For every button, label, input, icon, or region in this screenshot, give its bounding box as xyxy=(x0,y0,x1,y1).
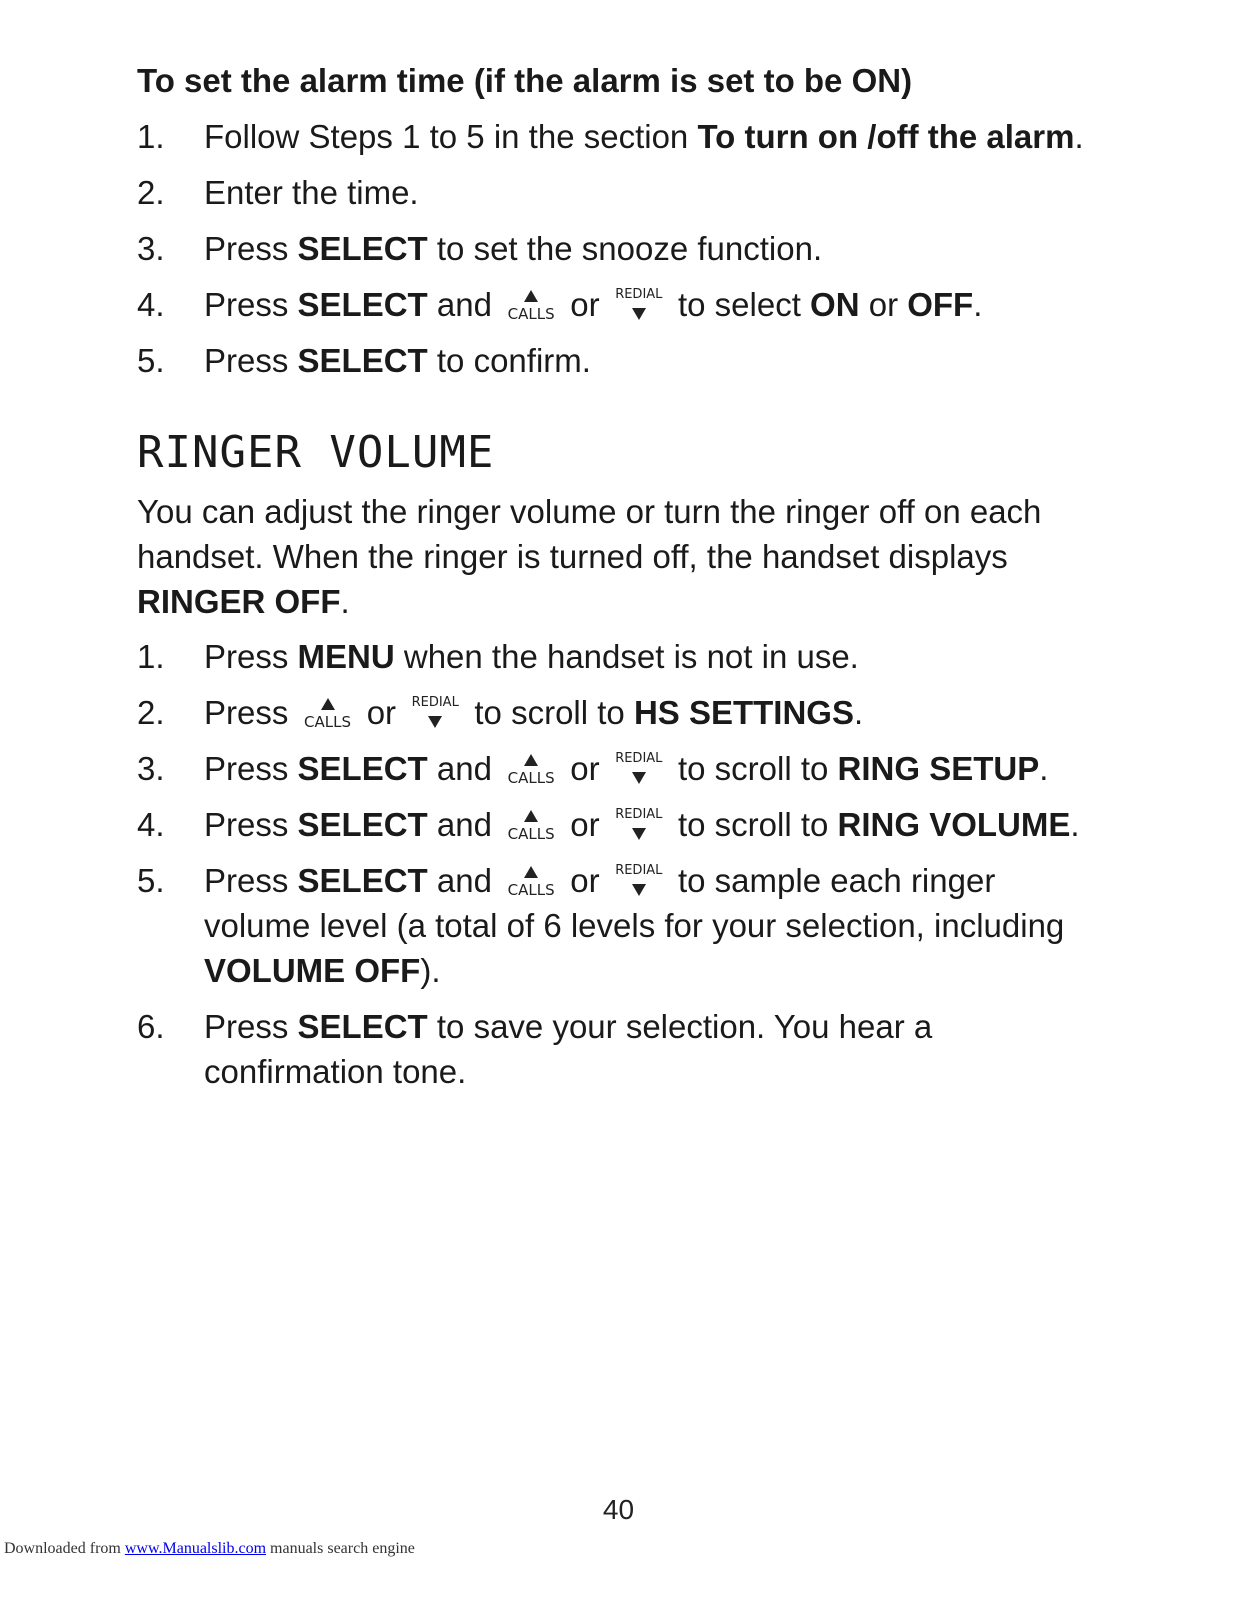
intro-bold-text: RINGER OFF xyxy=(137,583,341,620)
list-item xyxy=(137,114,1097,159)
step-text: or xyxy=(561,862,609,899)
footer-prefix: Downloaded from xyxy=(4,1540,125,1557)
step-text: to confirm. xyxy=(427,342,591,379)
redial-down-arrow-icon xyxy=(611,752,667,786)
step-bold-text: RING VOLUME xyxy=(837,806,1071,843)
step-text: Press xyxy=(204,694,298,731)
step-text: to set the snooze function. xyxy=(427,230,823,267)
alarm-time-heading: To set the alarm time (if the alarm is set to be ON) xyxy=(137,62,913,99)
step-bold-text: SELECT xyxy=(297,806,428,843)
footer-suffix: manuals search engine xyxy=(266,1540,415,1557)
step-text: to scroll to xyxy=(668,750,838,787)
redial-key-label: REDIAL xyxy=(615,751,663,766)
step-text: Press xyxy=(204,750,298,787)
redial-key-label: REDIAL xyxy=(615,807,663,822)
page-number: 40 xyxy=(602,1494,635,1525)
step-number: 4. xyxy=(137,806,165,843)
calls-key-label: CALLS xyxy=(507,305,555,323)
step-text: or xyxy=(561,286,609,323)
calls-key-label: CALLS xyxy=(304,713,352,731)
step-text: when the handset is not in use. xyxy=(394,638,859,675)
step-number: 4. xyxy=(137,286,165,323)
step-number: 2. xyxy=(137,694,165,731)
step-bold-text: SELECT xyxy=(297,1008,428,1045)
redial-down-arrow-icon xyxy=(407,696,463,730)
manual-page xyxy=(137,58,1097,1105)
step-text: . xyxy=(1039,750,1049,787)
step-bold-text: SELECT xyxy=(297,286,428,323)
step-text: Press xyxy=(204,342,298,379)
redial-down-arrow-icon xyxy=(611,808,667,842)
step-number: 1. xyxy=(137,118,165,155)
step-bold-text: ON xyxy=(810,286,860,323)
step-text: . xyxy=(1074,118,1084,155)
step-text: Press xyxy=(204,230,298,267)
ringer-volume-title: RINGER VOLUME xyxy=(137,427,495,478)
calls-up-arrow-icon xyxy=(503,752,559,786)
step-bold-text: MENU xyxy=(297,638,395,675)
alarm-steps-list xyxy=(137,114,1097,383)
calls-key-label: CALLS xyxy=(507,881,555,899)
step-text: . xyxy=(973,286,983,323)
step-text: or xyxy=(357,694,406,731)
list-item xyxy=(137,282,1097,327)
step-bold-text: VOLUME OFF xyxy=(204,952,421,989)
step-text: Press xyxy=(204,806,298,843)
step-text: Follow Steps 1 to 5 in the section xyxy=(204,118,698,155)
ringer-steps-list xyxy=(137,634,1097,1094)
step-number: 5. xyxy=(137,342,165,379)
step-text: Press xyxy=(204,1008,298,1045)
step-bold-text: SELECT xyxy=(297,750,428,787)
step-text: . xyxy=(1070,806,1080,843)
intro-text: You can adjust the ringer volume or turn the ringer off on each handset. When the ringer is turned off, the handset displays xyxy=(137,493,1042,575)
step-bold-text: To turn on /off the alarm xyxy=(697,118,1075,155)
calls-up-arrow-icon xyxy=(503,864,559,898)
list-item xyxy=(137,634,1097,679)
step-text: to save your selection. You hear a confirmation tone. xyxy=(204,1008,933,1090)
intro-text: . xyxy=(340,583,350,620)
step-bold-text: SELECT xyxy=(297,862,428,899)
step-bold-text: SELECT xyxy=(297,342,428,379)
calls-key-label: CALLS xyxy=(507,769,555,787)
step-text: Press xyxy=(204,286,298,323)
step-number: 1. xyxy=(137,638,165,675)
step-text: and xyxy=(427,806,502,843)
step-text: . xyxy=(853,694,864,731)
calls-key-label: CALLS xyxy=(507,825,555,843)
step-bold-text: OFF xyxy=(907,286,974,323)
step-text: and xyxy=(427,286,502,323)
step-bold-text: SELECT xyxy=(297,230,428,267)
calls-up-arrow-icon xyxy=(503,288,559,322)
calls-up-arrow-icon xyxy=(300,696,356,730)
list-item xyxy=(137,170,1097,215)
step-text: or xyxy=(561,806,609,843)
step-text: or xyxy=(859,286,908,323)
step-text: Press xyxy=(204,862,298,899)
step-bold-text: RING SETUP xyxy=(837,750,1040,787)
download-footer xyxy=(4,1540,415,1558)
step-text: to scroll to xyxy=(465,694,634,731)
redial-key-label: REDIAL xyxy=(411,695,459,710)
step-text: and xyxy=(427,750,502,787)
list-item xyxy=(137,226,1097,271)
manualslib-link[interactable]: www.Manualslib.com xyxy=(124,1540,267,1557)
step-text: to select xyxy=(668,286,811,323)
redial-key-label: REDIAL xyxy=(615,287,663,302)
list-item xyxy=(137,802,1097,847)
redial-down-arrow-icon xyxy=(611,288,667,322)
list-item xyxy=(137,1004,1097,1094)
redial-key-label: REDIAL xyxy=(615,863,663,878)
list-item xyxy=(137,858,1097,993)
redial-down-arrow-icon xyxy=(611,864,667,898)
step-text: ). xyxy=(420,952,441,989)
ringer-intro-paragraph xyxy=(137,489,1097,624)
step-number: 3. xyxy=(137,750,165,787)
list-item xyxy=(137,338,1097,383)
step-number: 3. xyxy=(137,230,165,267)
step-text: to scroll to xyxy=(668,806,838,843)
calls-up-arrow-icon xyxy=(503,808,559,842)
step-text: or xyxy=(561,750,609,787)
step-number: 5. xyxy=(137,862,165,899)
list-item xyxy=(137,690,1097,735)
step-text: Press xyxy=(204,638,298,675)
step-text: Enter the time. xyxy=(204,174,419,211)
step-text: to sample each ringer volume level (a total of 6 levels for your selection, including xyxy=(204,862,1065,944)
step-number: 6. xyxy=(137,1008,165,1045)
step-text: and xyxy=(427,862,502,899)
list-item xyxy=(137,746,1097,791)
step-bold-text: HS SETTINGS xyxy=(633,694,854,731)
step-number: 2. xyxy=(137,174,165,211)
